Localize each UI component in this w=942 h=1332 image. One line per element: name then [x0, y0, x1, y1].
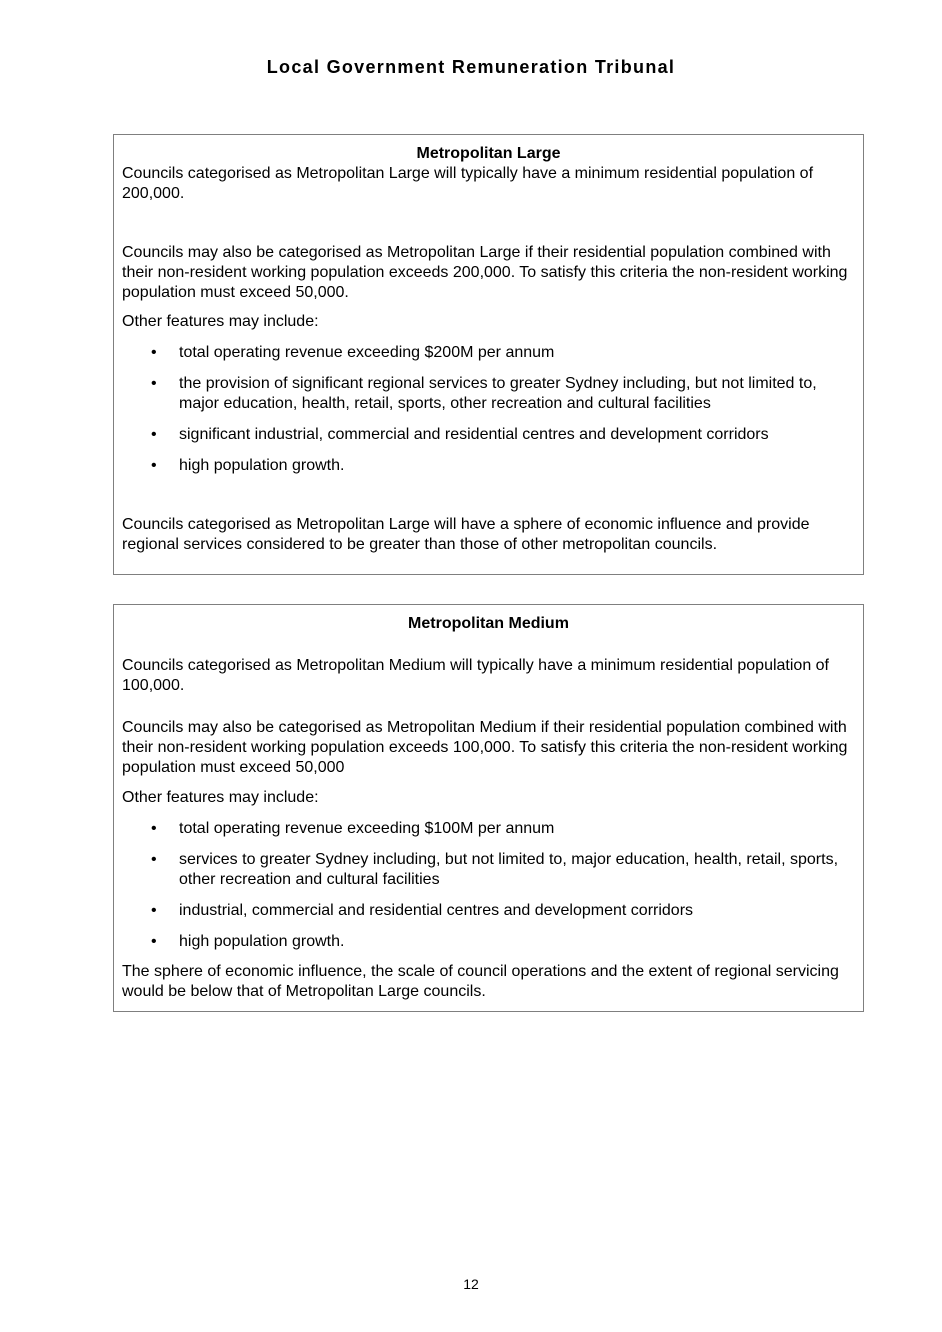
list-item-text: significant industrial, commercial and residential centres and development corridors	[179, 426, 769, 443]
list-item	[122, 819, 855, 839]
box-title: Metropolitan Large	[416, 145, 561, 162]
list-item	[122, 850, 855, 890]
bullet-icon: •	[151, 902, 157, 919]
list-item-text: services to greater Sydney including, but not limited to, major education, health, retail, sports, other recreation and cultural facilities	[179, 851, 839, 888]
list-item-text: the provision of significant regional services to greater Sydney including, but not limited to, major education, health, retail, sports, other recreation and cultural facilities	[179, 375, 817, 412]
list-item	[122, 932, 855, 952]
alt-criteria-paragraph: Councils may also be categorised as Metropolitan Medium if their residential population combined with their non-resident working population exceeds 100,000. To satisfy this criteria the non-resident working population must exceed 50,000	[122, 719, 848, 776]
list-item	[122, 343, 855, 363]
features-label: Other features may include:	[122, 789, 319, 806]
conclusion-paragraph: Councils categorised as Metropolitan Large will have a sphere of economic influence and provide regional services considered to be greater than those of other metropolitan councils.	[122, 516, 810, 553]
intro-paragraph: Councils categorised as Metropolitan Medium will typically have a minimum residential population of 100,000.	[122, 657, 829, 694]
list-item-text: total operating revenue exceeding $200M per annum	[179, 344, 555, 361]
box-title: Metropolitan Medium	[408, 615, 569, 632]
bullet-icon: •	[151, 426, 157, 443]
alt-criteria-paragraph: Councils may also be categorised as Metropolitan Large if their residential population combined with their non-resident working population exceeds 200,000. To satisfy this criteria the non-resident working population must exceed 50,000.	[122, 244, 848, 301]
features-list	[122, 343, 855, 476]
category-box-metropolitan-medium	[113, 604, 864, 1012]
intro-paragraph: Councils categorised as Metropolitan Large will typically have a minimum residential population of 200,000.	[122, 165, 814, 202]
bullet-icon: •	[151, 820, 157, 837]
features-list	[122, 819, 855, 952]
list-item	[122, 425, 855, 445]
list-item	[122, 374, 855, 414]
bullet-icon: •	[151, 457, 157, 474]
bullet-icon: •	[151, 933, 157, 950]
bullet-icon: •	[151, 375, 157, 392]
bullet-icon: •	[151, 851, 157, 868]
features-label: Other features may include:	[122, 313, 319, 330]
list-item-text: total operating revenue exceeding $100M per annum	[179, 820, 555, 837]
list-item-text: industrial, commercial and residential centres and development corridors	[179, 902, 694, 919]
bullet-icon: •	[151, 344, 157, 361]
list-item-text: high population growth.	[179, 457, 345, 474]
conclusion-paragraph: The sphere of economic influence, the scale of council operations and the extent of regional servicing would be below that of Metropolitan Large councils.	[122, 963, 839, 1000]
list-item	[122, 901, 855, 921]
list-item	[122, 456, 855, 476]
page-number: 12	[463, 1276, 479, 1292]
list-item-text: high population growth.	[179, 933, 345, 950]
category-box-metropolitan-large	[113, 134, 864, 575]
document-header: Local Government Remuneration Tribunal	[266, 57, 676, 77]
